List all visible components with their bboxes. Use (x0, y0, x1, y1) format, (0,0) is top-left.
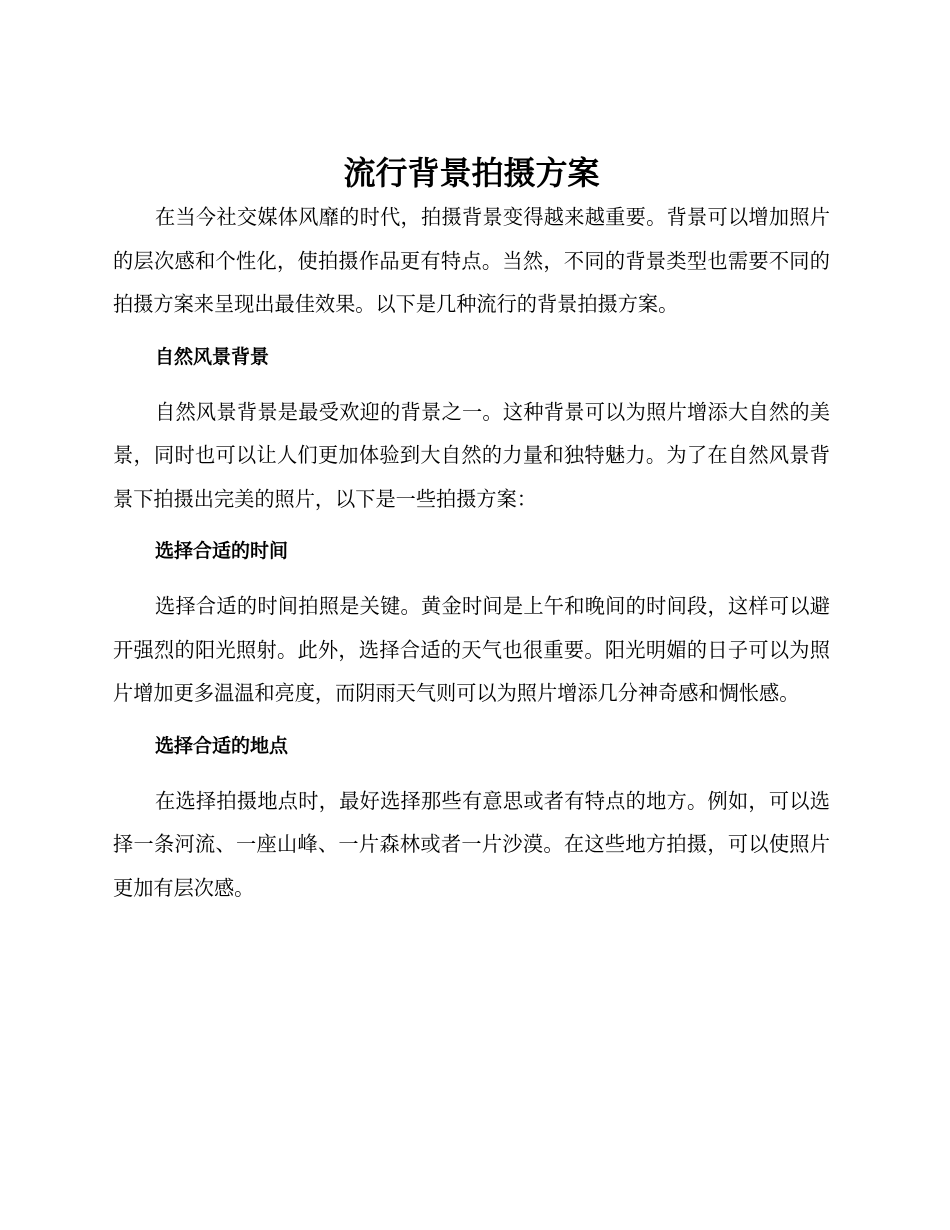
intro-paragraph: 在当今社交媒体风靡的时代，拍摄背景变得越来越重要。背景可以增加照片的层次感和个性化，使拍摄作品更有特点。当然，不同的背景类型也需要不同的拍摄方案来呈现出最佳效果。以下是几种流行的背景拍摄方案。 (113, 205, 830, 316)
section-body-choose-time: 选择合适的时间拍照是关键。黄金时间是上午和晚间的时间段，这样可以避开强烈的阳光照射。此外，选择合适的天气也很重要。阳光明媚的日子可以为照片增加更多温温和亮度，而阴雨天气则可以为照片增添几分神奇感和惆怅感。 (113, 594, 830, 705)
section-heading-choose-time: 选择合适的时间 (155, 540, 289, 562)
section-body-natural-scenery: 自然风景背景是最受欢迎的背景之一。这种背景可以为照片增添大自然的美景，同时也可以让人们更加体验到大自然的力量和独特魅力。为了在自然风景背景下拍摄出完美的照片，以下是一些拍摄方案： (113, 399, 830, 511)
document-content (113, 150, 830, 910)
section-heading-choose-location: 选择合适的地点 (155, 734, 289, 757)
section-body-choose-location: 在选择拍摄地点时，最好选择那些有意思或者有特点的地方。例如，可以选择一条河流、一座山峰、一片森林或者一片沙漠。在这些地方拍摄，可以使照片更加有层次感。 (113, 788, 830, 900)
section-heading-natural-scenery: 自然风景背景 (155, 345, 270, 368)
document-title: 流行背景拍摄方案 (343, 154, 600, 192)
